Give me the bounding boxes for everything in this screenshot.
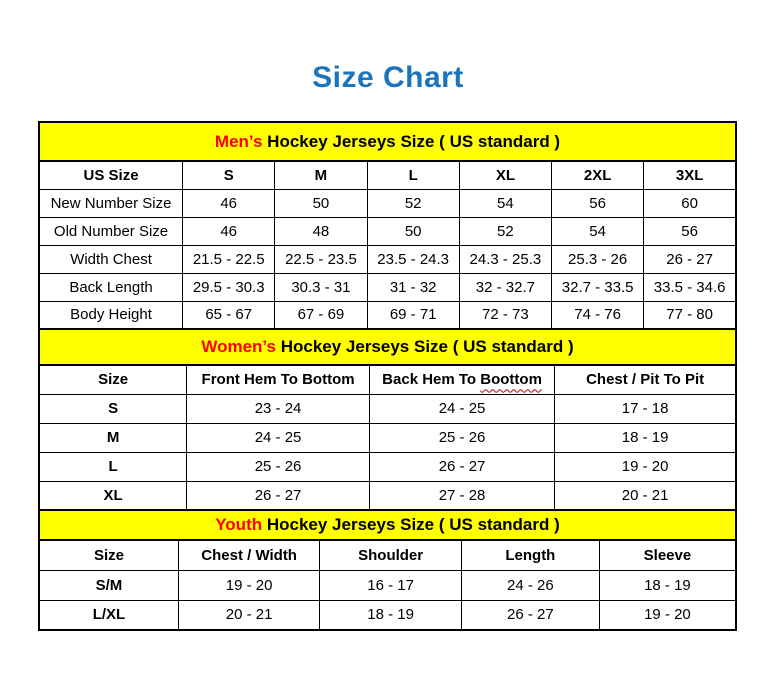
cell: 17 - 18 bbox=[555, 394, 736, 423]
youth-section-title-highlight: Youth bbox=[215, 515, 263, 534]
cell: 18 - 19 bbox=[320, 600, 461, 630]
cell: 48 bbox=[275, 217, 367, 245]
cell: 74 - 76 bbox=[552, 301, 644, 329]
row-label: L bbox=[39, 452, 187, 481]
cell: 18 - 19 bbox=[555, 423, 736, 452]
col-header-misspelled bbox=[369, 365, 554, 394]
mens-size-table bbox=[38, 121, 737, 330]
col-header: Size bbox=[39, 540, 178, 570]
cell: 30.3 - 31 bbox=[275, 273, 367, 301]
cell: 46 bbox=[183, 217, 275, 245]
cell: 77 - 80 bbox=[644, 301, 736, 329]
cell: 54 bbox=[552, 217, 644, 245]
womens-size-table bbox=[38, 328, 737, 511]
cell: 25.3 - 26 bbox=[552, 245, 644, 273]
col-header: Chest / Width bbox=[178, 540, 319, 570]
cell: 24.3 - 25.3 bbox=[459, 245, 551, 273]
row-label: L/XL bbox=[39, 600, 178, 630]
cell: 25 - 26 bbox=[187, 452, 370, 481]
row-label: S/M bbox=[39, 570, 178, 600]
col-header: S bbox=[183, 161, 275, 189]
womens-section-band bbox=[39, 329, 736, 365]
cell: 23.5 - 24.3 bbox=[367, 245, 459, 273]
col-header: Size bbox=[39, 365, 187, 394]
cell: 19 - 20 bbox=[555, 452, 736, 481]
col-header: 3XL bbox=[644, 161, 736, 189]
row-label: M bbox=[39, 423, 187, 452]
cell: 19 - 20 bbox=[178, 570, 319, 600]
cell: 24 - 25 bbox=[369, 394, 554, 423]
row-label: Old Number Size bbox=[39, 217, 183, 245]
table-row bbox=[39, 570, 736, 600]
table-row bbox=[39, 394, 736, 423]
cell: 20 - 21 bbox=[555, 481, 736, 510]
cell: 50 bbox=[275, 189, 367, 217]
cell: 26 - 27 bbox=[369, 452, 554, 481]
cell: 52 bbox=[459, 217, 551, 245]
table-row bbox=[39, 189, 736, 217]
cell: 67 - 69 bbox=[275, 301, 367, 329]
womens-section-title bbox=[39, 329, 736, 365]
cell: 27 - 28 bbox=[369, 481, 554, 510]
col-header: XL bbox=[459, 161, 551, 189]
mens-section-title bbox=[39, 122, 736, 161]
table-row bbox=[39, 245, 736, 273]
cell: 72 - 73 bbox=[459, 301, 551, 329]
cell: 50 bbox=[367, 217, 459, 245]
womens-column-header-row bbox=[39, 365, 736, 394]
cell: 31 - 32 bbox=[367, 273, 459, 301]
table-row bbox=[39, 273, 736, 301]
mens-section-band bbox=[39, 122, 736, 161]
cell: 22.5 - 23.5 bbox=[275, 245, 367, 273]
col-header: M bbox=[275, 161, 367, 189]
table-row bbox=[39, 301, 736, 329]
cell: 24 - 26 bbox=[461, 570, 599, 600]
cell: 19 - 20 bbox=[599, 600, 736, 630]
cell: 26 - 27 bbox=[461, 600, 599, 630]
cell: 23 - 24 bbox=[187, 394, 370, 423]
col-header: Shoulder bbox=[320, 540, 461, 570]
size-chart-container bbox=[38, 121, 737, 631]
womens-section-title-rest: Hockey Jerseys Size ( US standard ) bbox=[275, 337, 574, 356]
table-row bbox=[39, 452, 736, 481]
table-row bbox=[39, 600, 736, 630]
col-header: US Size bbox=[39, 161, 183, 189]
cell: 25 - 26 bbox=[369, 423, 554, 452]
cell: 24 - 25 bbox=[187, 423, 370, 452]
womens-section-title-highlight: Women’s bbox=[201, 337, 276, 356]
mens-section-title-rest: Hockey Jerseys Size ( US standard ) bbox=[262, 131, 561, 151]
cell: 32 - 32.7 bbox=[459, 273, 551, 301]
col-header: Chest / Pit To Pit bbox=[555, 365, 736, 394]
cell: 52 bbox=[367, 189, 459, 217]
row-label: Width Chest bbox=[39, 245, 183, 273]
youth-section-title-rest: Hockey Jerseys Size ( US standard ) bbox=[262, 515, 560, 534]
cell: 21.5 - 22.5 bbox=[183, 245, 275, 273]
table-row bbox=[39, 423, 736, 452]
col-header: 2XL bbox=[552, 161, 644, 189]
col-header: Length bbox=[461, 540, 599, 570]
cell: 26 - 27 bbox=[644, 245, 736, 273]
mens-section-title-highlight: Men’s bbox=[214, 131, 263, 151]
col-header: L bbox=[367, 161, 459, 189]
cell: 29.5 - 30.3 bbox=[183, 273, 275, 301]
cell: 18 - 19 bbox=[599, 570, 736, 600]
cell: 56 bbox=[552, 189, 644, 217]
youth-size-table bbox=[38, 509, 737, 631]
misspelled-word-with-spellcheck-underline: Boottom bbox=[480, 371, 542, 389]
row-label: S bbox=[39, 394, 187, 423]
cell: 65 - 67 bbox=[183, 301, 275, 329]
youth-column-header-row bbox=[39, 540, 736, 570]
col-header-text: Back Hem To bbox=[382, 371, 481, 389]
cell: 46 bbox=[183, 189, 275, 217]
col-header: Sleeve bbox=[599, 540, 736, 570]
cell: 69 - 71 bbox=[367, 301, 459, 329]
youth-section-title bbox=[39, 510, 736, 540]
cell: 20 - 21 bbox=[178, 600, 319, 630]
cell: 60 bbox=[644, 189, 736, 217]
cell: 26 - 27 bbox=[187, 481, 370, 510]
youth-section-band bbox=[39, 510, 736, 540]
table-row bbox=[39, 217, 736, 245]
row-label: XL bbox=[39, 481, 187, 510]
cell: 33.5 - 34.6 bbox=[644, 273, 736, 301]
page-title: Size Chart bbox=[312, 61, 464, 94]
table-row bbox=[39, 481, 736, 510]
col-header: Front Hem To Bottom bbox=[187, 365, 370, 394]
cell: 54 bbox=[459, 189, 551, 217]
row-label: Body Height bbox=[39, 301, 183, 329]
mens-column-header-row bbox=[39, 161, 736, 189]
cell: 16 - 17 bbox=[320, 570, 461, 600]
cell: 56 bbox=[644, 217, 736, 245]
row-label: Back Length bbox=[39, 273, 183, 301]
row-label: New Number Size bbox=[39, 189, 183, 217]
cell: 32.7 - 33.5 bbox=[552, 273, 644, 301]
